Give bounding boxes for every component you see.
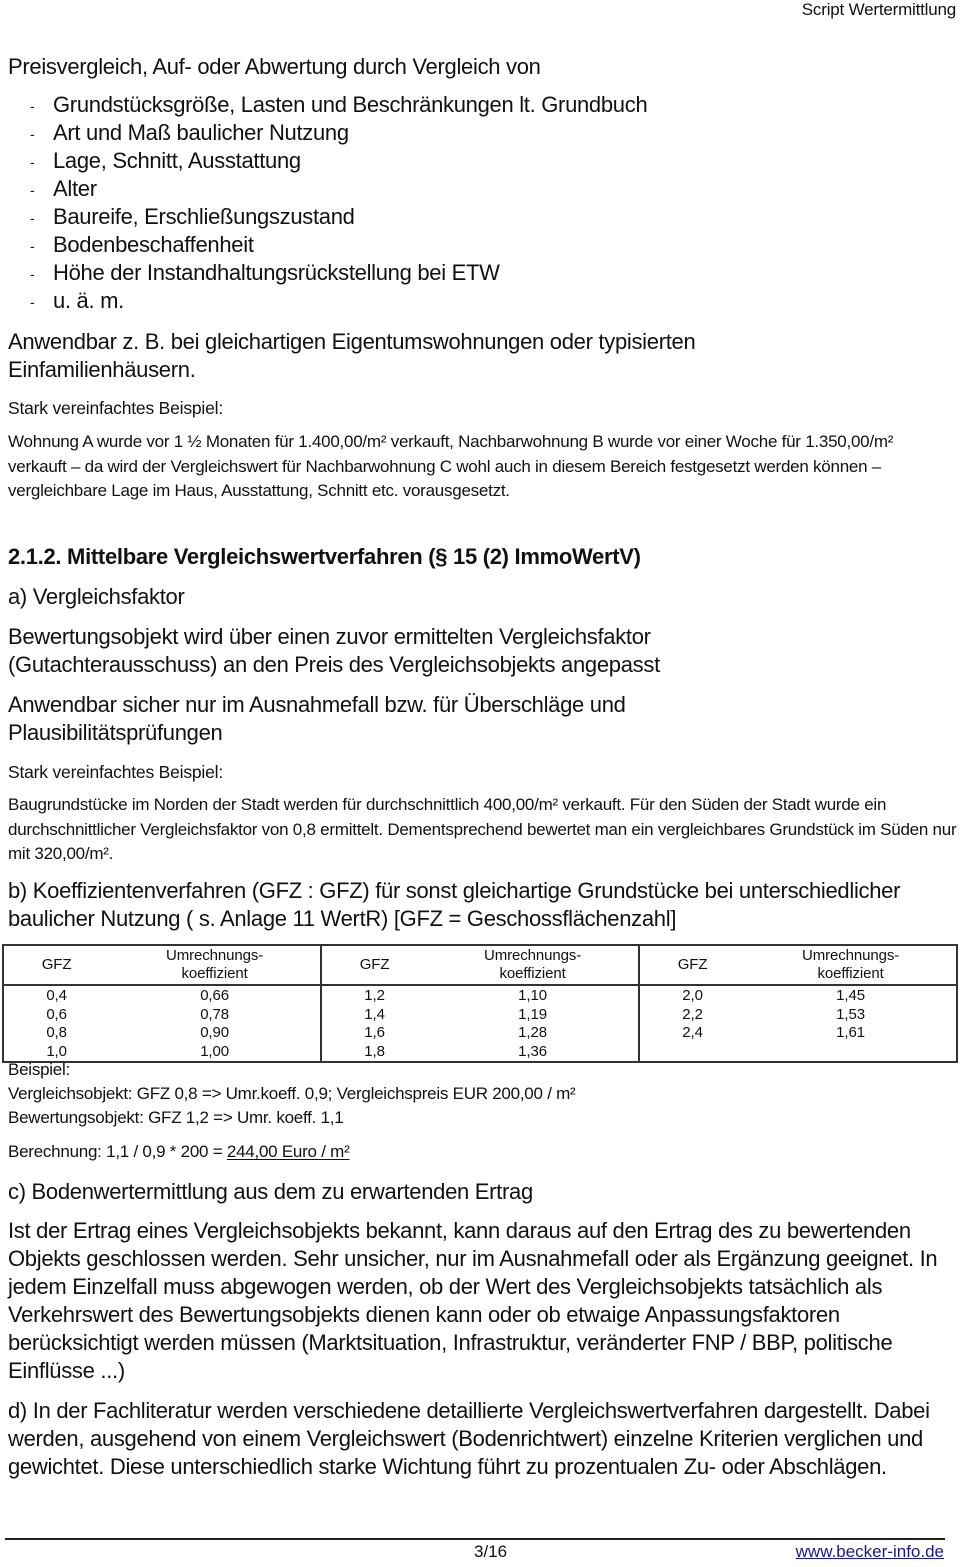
bullet-dash: - — [30, 294, 35, 310]
list-item: - Grundstücksgröße, Lasten und Beschränkungen lt. Grundbuch — [30, 91, 647, 119]
table-cell: 1,00 — [109, 1043, 321, 1063]
bullet-dash: - — [30, 266, 35, 282]
subsection-a-example-label: Stark vereinfachtes Beispiel: — [8, 762, 224, 782]
intro-applicable-text: Anwendbar z. B. bei gleichartigen Eigentumswohnungen oder typisierten Einfamilienhäusern. — [8, 329, 696, 382]
table-cell: 2,4 — [682, 1024, 703, 1042]
table-cell: 0,90 — [109, 1024, 321, 1043]
table-cell: 2,2 — [682, 1005, 703, 1023]
bullet-dash: - — [30, 238, 35, 254]
list-item: - Lage, Schnitt, Ausstattung — [30, 147, 647, 175]
calculation-result: 244,00 Euro / m² — [226, 1142, 350, 1161]
table-row — [3, 1024, 957, 1043]
bullet-dash: - — [30, 154, 35, 170]
comparison-object-line: Vergleichsobjekt: GFZ 0,8 => Umr.koeff. 0,9; Vergleichspreis EUR 200,00 / m² — [8, 1084, 576, 1103]
criteria-list — [30, 91, 647, 315]
table-row — [3, 1043, 957, 1063]
table-cell: 1,6 — [364, 1024, 385, 1042]
table-header-gfz: GFZ — [321, 945, 427, 985]
table-cell: 0,66 — [109, 985, 321, 1006]
intro-example-text: Wohnung A wurde vor 1 ½ Monaten für 1.400,00/m² verkauft, Nachbarwohnung B wurde vor einer Woche für 1.350,00/m² verkauft – da wird der Vergleichswert für Nachbarwohnung C wohl auch in diesem Bereich festgesetzt werden können – vergleichbare Lage im Haus, Ausstattung, Schnitt etc. vorausgesetzt. — [8, 432, 894, 500]
bullet-dash: - — [30, 98, 35, 114]
table-cell: 1,10 — [427, 985, 639, 1006]
section-heading: 2.1.2. Mittelbare Vergleichswertverfahren (§ 15 (2) ImmoWertV) — [8, 544, 641, 569]
table-header-row — [3, 945, 957, 985]
table-header-koeff: Umrechnungs- koeffizient — [427, 945, 639, 985]
table-cell: 1,28 — [427, 1024, 639, 1043]
table-header-koeff: Umrechnungs- koeffizient — [745, 945, 957, 985]
table-cell: 1,53 — [836, 1005, 865, 1023]
subsection-a-title: a) Vergleichsfaktor — [8, 584, 185, 609]
intro-lead: Preisvergleich, Auf- oder Abwertung durch Vergleich von — [8, 54, 541, 79]
gfz-conversion-table — [2, 944, 958, 1063]
subsection-b-title: b) Koeffizientenverfahren (GFZ : GFZ) für sonst gleichartige Grundstücke bei unterschiedlicher baulicher Nutzung ( s. Anlage 11 WertR) [GFZ = Geschossflächenzahl] — [8, 878, 901, 931]
subsection-c-text: Ist der Ertrag eines Vergleichsobjekts bekannt, kann daraus auf den Ertrag des zu bewertenden Objekts geschlossen werden. Sehr unsicher, nur im Ausnahmefall oder als Ergänzung geeignet. In jedem Einzelfall muss abgewogen werden, ob der Wert des Vergleichsobjekts tatsächlich als Verkehrswert des Bewertungsobjekts dienen kann oder ob etwaige Anpassungsfaktoren berücksichtigt werden müssen (Marktsituation, Infrastruktur, veränderter FNP / BBP, politische Einflüsse ...) — [8, 1218, 938, 1383]
table-cell: 1,36 — [427, 1043, 639, 1063]
table-cell: 0,78 — [109, 1006, 321, 1025]
subsection-a-applicable: Anwendbar sicher nur im Ausnahmefall bzw. für Überschläge und Plausibilitätsprüfungen — [8, 692, 626, 745]
table-cell: 1,19 — [427, 1006, 639, 1025]
list-item: - Bodenbeschaffenheit — [30, 231, 647, 259]
subsection-a-text: Bewertungsobjekt wird über einen zuvor ermittelten Vergleichsfaktor (Gutachterausschuss) an den Preis des Vergleichsobjekts angepasst — [8, 624, 660, 677]
list-item: - Art und Maß baulicher Nutzung — [30, 119, 647, 147]
table-cell: 1,0 — [46, 1042, 67, 1060]
table-header-gfz: GFZ — [3, 945, 109, 985]
valuation-object-line: Bewertungsobjekt: GFZ 1,2 => Umr. koeff. 1,1 — [8, 1108, 344, 1127]
table-cell — [639, 1043, 745, 1063]
footer-website-link[interactable]: www.becker-info.de — [795, 1542, 944, 1561]
subsection-a-example-text: Baugrundstücke im Norden der Stadt werden für durchschnittlich 400,00/m² verkauft. Für den Süden der Stadt wurde ein durchschnittlicher Vergleichsfaktor von 0,8 ermittelt. Dementsprechend bewertet man ein vergleichbares Grundstück im Süden nur mit 320,00/m². — [8, 795, 957, 863]
table-cell: 1,4 — [364, 1005, 385, 1023]
calculation-formula: Berechnung: 1,1 / 0,9 * 200 = — [8, 1142, 227, 1161]
table-row — [3, 985, 957, 1006]
bullet-dash: - — [30, 182, 35, 198]
page-number: 3/16 — [474, 1542, 508, 1561]
list-item: - Alter — [30, 175, 647, 203]
table-cell — [745, 1043, 957, 1063]
footer-divider — [5, 1538, 945, 1540]
table-cell: 1,8 — [364, 1042, 385, 1060]
table-row — [3, 1006, 957, 1025]
table-header-gfz: GFZ — [639, 945, 745, 985]
list-item: - Höhe der Instandhaltungsrückstellung bei ETW — [30, 259, 647, 287]
table-cell: 0,6 — [46, 1005, 67, 1023]
table-cell: 0,4 — [46, 987, 67, 1004]
bullet-dash: - — [30, 126, 35, 142]
table-cell: 2,0 — [682, 987, 703, 1004]
list-item: - u. ä. m. — [30, 287, 647, 315]
subsection-c-title: c) Bodenwertermittlung aus dem zu erwartenden Ertrag — [8, 1179, 533, 1204]
table-cell: 1,45 — [836, 987, 865, 1004]
list-item: - Baureife, Erschließungszustand — [30, 203, 647, 231]
subsection-b-example-label: Beispiel: — [8, 1060, 71, 1079]
bullet-dash: - — [30, 210, 35, 226]
subsection-d-text: d) In der Fachliteratur werden verschiedene detaillierte Vergleichswertverfahren dargestellt. Dabei werden, ausgehend von einem Vergleichswert (Bodenrichtwert) einzelne Kriterien verglichen und gewichtet. Diese unterschiedlich starke Wichtung führt zu prozentualen Zu- oder Abschlägen. — [8, 1398, 930, 1479]
running-header-title: Script Wertermittlung — [801, 0, 956, 19]
table-cell: 1,2 — [364, 987, 385, 1004]
table-header-koeff: Umrechnungs- koeffizient — [109, 945, 321, 985]
intro-example-label: Stark vereinfachtes Beispiel: — [8, 398, 224, 418]
table-cell: 1,61 — [836, 1024, 865, 1042]
table-cell: 0,8 — [46, 1024, 67, 1042]
calculation-line — [8, 1140, 350, 1165]
